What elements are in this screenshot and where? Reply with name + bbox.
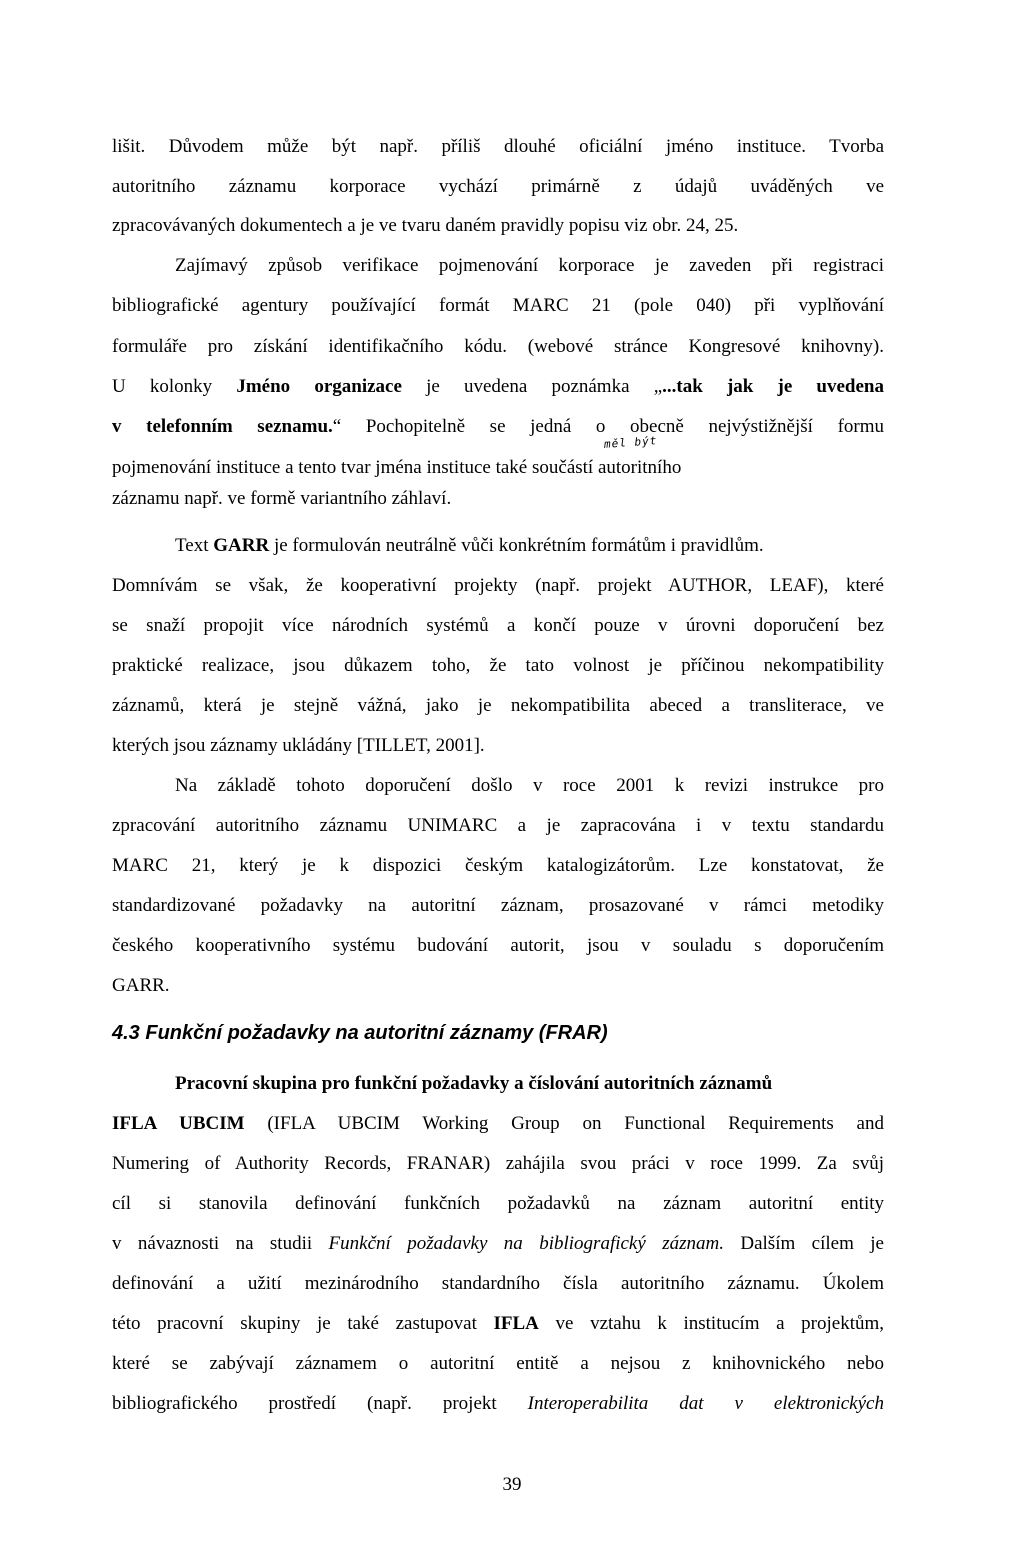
text-line: záznamu např. ve formě variantního záhlaví. bbox=[112, 488, 452, 509]
handwritten-note: měl být bbox=[603, 434, 658, 451]
text-line: lišit. Důvodem může být např. příliš dlouhé oficiální jméno instituce. Tvorba bbox=[112, 136, 884, 157]
text-line: Zajímavý způsob verifikace pojmenování korporace je zaveden při registraci bbox=[175, 255, 884, 276]
text-line: MARC 21, který je k dispozici českým katalogizátorům. Lze konstatovat, že bbox=[112, 855, 884, 876]
text-line: bibliografické agentury používající formát MARC 21 (pole 040) při vyplňování bbox=[112, 295, 884, 316]
text-line: autoritního záznamu korporace vychází primárně z údajů uváděných ve bbox=[112, 176, 884, 197]
text-line: českého kooperativního systému budování autorit, jsou v souladu s doporučením bbox=[112, 935, 884, 956]
text-line: standardizované požadavky na autoritní záznam, prosazované v rámci metodiky bbox=[112, 895, 884, 916]
text-line: praktické realizace, jsou důkazem toho, že tato volnost je příčinou nekompatibility bbox=[112, 655, 884, 676]
text-line: Text GARR je formulován neutrálně vůči konkrétním formátům i pravidlům. bbox=[175, 535, 764, 556]
text-line: v telefonním seznamu.“ Pochopitelně se jedná o obecně nejvýstižnější formu bbox=[112, 416, 885, 437]
text-line: které se zabývají záznamem o autoritní entitě a nejsou z knihovnického nebo bbox=[112, 1353, 884, 1374]
text-line: pojmenování instituce a tento tvar jména instituce také součástí autoritního bbox=[112, 457, 682, 478]
section-heading: 4.3 Funkční požadavky na autoritní záznamy (FRAR) bbox=[112, 1022, 608, 1044]
text-line: definování a užití mezinárodního standardního čísla autoritního záznamu. Úkolem bbox=[112, 1273, 884, 1294]
text-line: v návaznosti na studii Funkční požadavky na bibliografický záznam. Dalším cílem je bbox=[112, 1233, 884, 1254]
text-line: záznamů, která je stejně vážná, jako je nekompatibilita abeced a transliterace, ve bbox=[112, 695, 884, 716]
text-line: se snaží propojit více národních systémů a končí pouze v úrovni doporučení bez bbox=[112, 615, 884, 636]
text-line: formuláře pro získání identifikačního kódu. (webové stránce Kongresové knihovny). bbox=[112, 336, 884, 357]
text-line: cíl si stanovila definování funkčních požadavků na záznam autoritní entity bbox=[112, 1193, 884, 1214]
text-line: IFLA UBCIM (IFLA UBCIM Working Group on Functional Requirements and bbox=[112, 1113, 884, 1134]
text-line: Domnívám se však, že kooperativní projekty (např. projekt AUTHOR, LEAF), které bbox=[112, 575, 884, 596]
text-line: bibliografického prostředí (např. projekt Interoperabilita dat v elektronických bbox=[112, 1393, 884, 1414]
text-line: Pracovní skupina pro funkční požadavky a číslování autoritních záznamů bbox=[175, 1073, 773, 1094]
text-line: zpracování autoritního záznamu UNIMARC a je zapracována i v textu standardu bbox=[112, 815, 884, 836]
text-line: GARR. bbox=[112, 975, 170, 996]
text-line: zpracovávaných dokumentech a je ve tvaru daném pravidly popisu viz obr. 24, 25. bbox=[112, 215, 739, 236]
text-line: Na základě tohoto doporučení došlo v roce 2001 k revizi instrukce pro bbox=[175, 775, 884, 796]
page-number: 39 bbox=[502, 1474, 522, 1495]
text-line: Numering of Authority Records, FRANAR) zahájila svou práci v roce 1999. Za svůj bbox=[112, 1153, 884, 1174]
text-line: této pracovní skupiny je také zastupovat IFLA ve vztahu k institucím a projektům, bbox=[112, 1313, 885, 1334]
text-line: kterých jsou záznamy ukládány [TILLET, 2001]. bbox=[112, 735, 485, 756]
text-line: U kolonky Jméno organizace je uvedena poznámka „...tak jak je uvedena bbox=[112, 376, 884, 397]
